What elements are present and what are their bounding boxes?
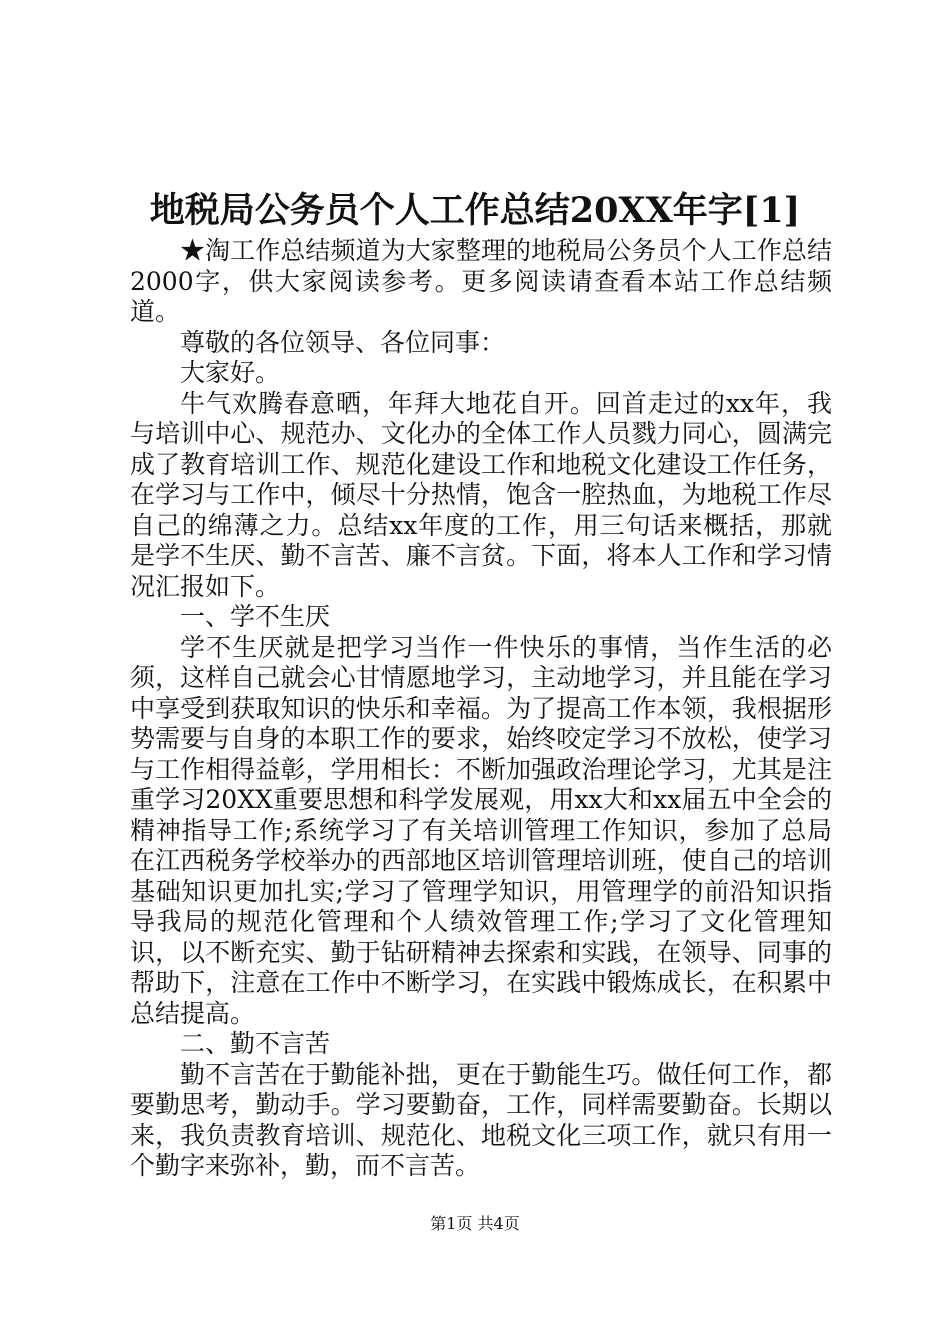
summary-paragraph: 牛气欢腾春意晒，年拜大地花自开。回首走过的xx年，我与培训中心、规范办、文化办的全体工作人员戮力同心，圆满完成了教育培训工作、规范化建设工作和地税文化建设工作任务，在学习与工作中，倾尽十分热情，饱含一腔热血，为地税工作尽自己的绵薄之力。总结xx年度的工作，用三句话来概括，那就是学不生厌、勤不言苦、廉不言贫。下面，将本人工作和学习情况汇报如下。	[130, 388, 832, 601]
document-title: 地税局公务员个人工作总结20XX年字[1]	[149, 190, 801, 231]
salutation-paragraph: 尊敬的各位领导、各位同事：	[180, 327, 506, 357]
page-footer: 第1页 共4页	[430, 1214, 520, 1233]
intro-paragraph: ★淘工作总结频道为大家整理的地税局公务员个人工作总结2000字，供大家阅读参考。更多阅读请查看本站工作总结频道。	[130, 236, 832, 326]
section-heading-1: 一、学不生厌	[180, 602, 331, 631]
section-2-paragraph: 勤不言苦在于勤能补拙，更在于勤能生巧。做任何工作，都要勤思考，勤动手。学习要勤奋，工作，同样需要勤奋。长期以来，我负责教育培训、规范化、地税文化三项工作，就只有用一个勤字来弥补，勤，而不言苦。	[130, 1059, 832, 1180]
document-body	[130, 236, 832, 1182]
greeting-paragraph: 大家好。	[180, 358, 281, 387]
section-1-paragraph: 学不生厌就是把学习当作一件快乐的事情，当作生活的必须，这样自己就会心甘情愿地学习，主动地学习，并且能在学习中享受到获取知识的快乐和幸福。为了提高工作本领，我根据形势需要与自身的本职工作的要求，始终咬定学习不放松，使学习与工作相得益彰，学用相长：不断加强政治理论学习，尤其是注重学习20XX重要思想和科学发展观，用xx大和xx届五中全会的精神指导工作;系统学习了有关培训管理工作知识，参加了总局在江西税务学校举办的西部地区培训管理培训班，使自己的培训基础知识更加扎实;学习了管理学知识，用管理学的前沿知识指导我局的规范化管理和个人绩效管理工作;学习了文化管理知识，以不断充实、勤于钻研精神去探索和实践，在领导、同事的帮助下，注意在工作中不断学习，在实践中锻炼成长，在积累中总结提高。	[130, 632, 832, 1028]
section-heading-2: 二、勤不言苦	[180, 1029, 331, 1058]
